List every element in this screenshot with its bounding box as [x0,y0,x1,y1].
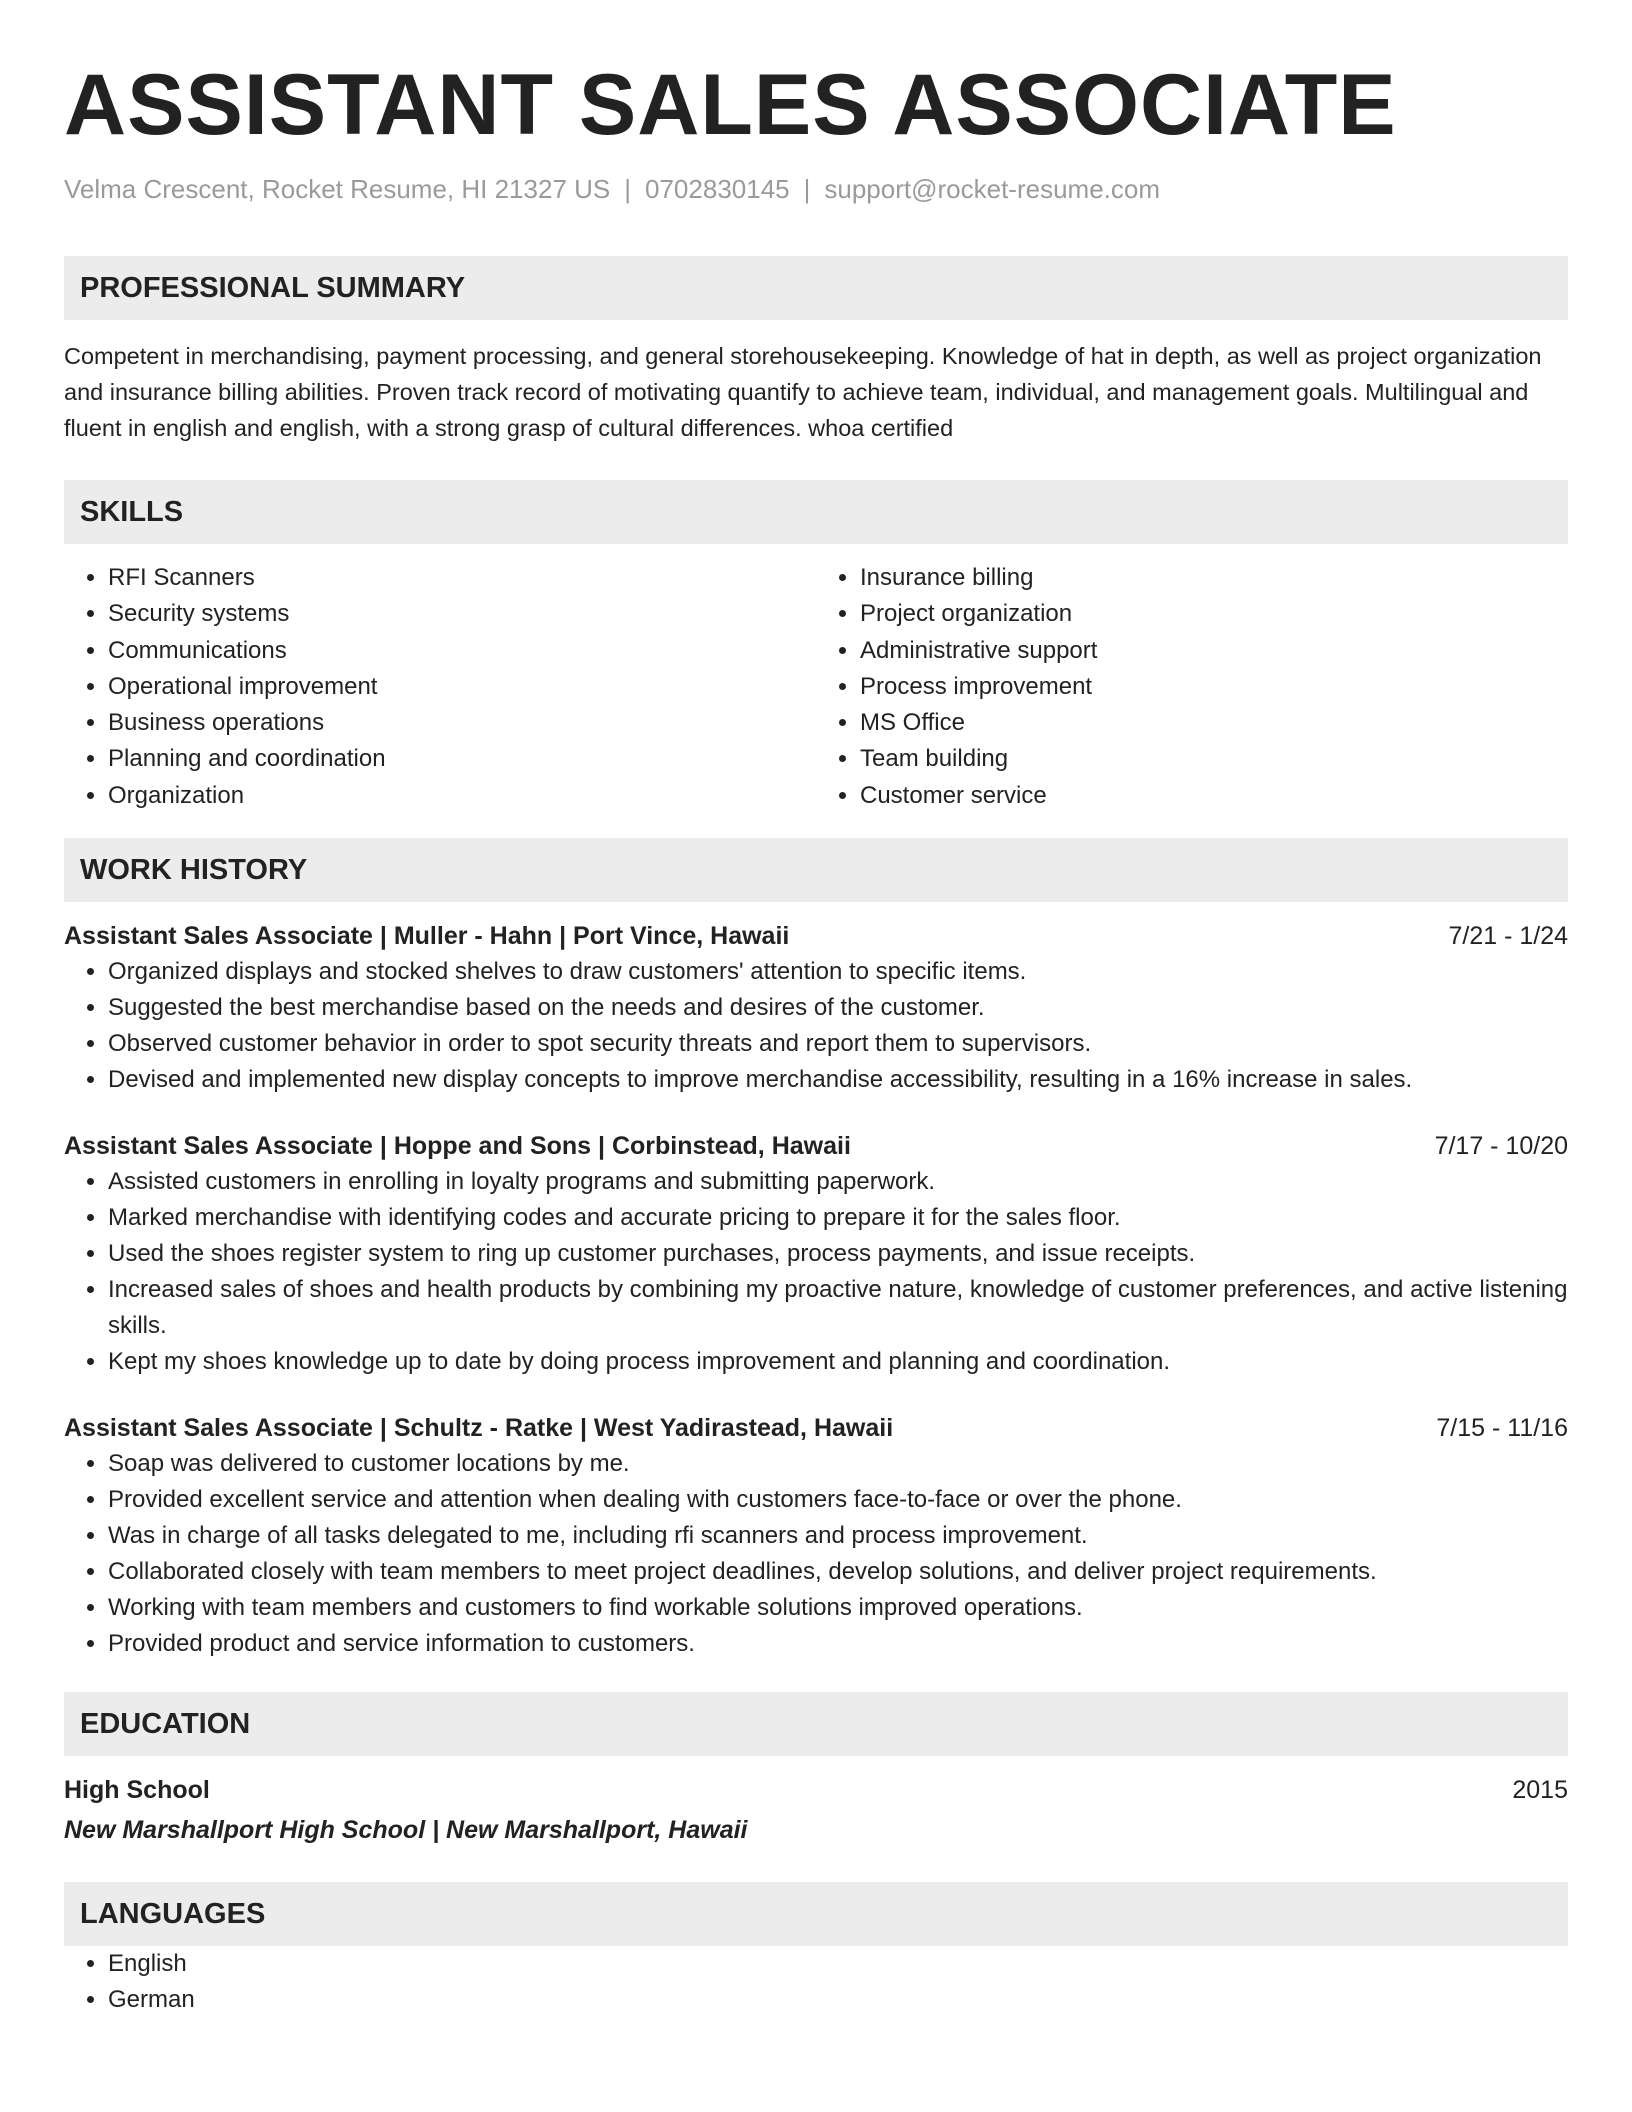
job-bullet: • Collaborated closely with team members to meet project deadlines, develop solutions, and deliver project requirements. [108,1554,1568,1590]
contact-separator: | [803,174,811,204]
job-bullet: • Provided excellent service and attention when dealing with customers face-to-face or over the phone. [108,1482,1568,1518]
summary-heading: PROFESSIONAL SUMMARY [64,256,1568,320]
job-dates: 7/21 - 1/24 [1448,922,1568,951]
education-header [64,1772,1568,1808]
job-bullet: • Organized displays and stocked shelves to draw customers' attention to specific items. [108,954,1568,990]
skills-heading: SKILLS [64,480,1568,544]
job-bullets [64,1164,1568,1380]
contact-separator: | [624,174,632,204]
job-bullets [64,954,1568,1098]
languages-list [64,1946,1568,2018]
job-bullet: • Used the shoes register system to ring up customer purchases, process payments, and issue receipts. [108,1236,1568,1272]
job-title: Assistant Sales Associate | Muller - Hahn | Port Vince, Hawaii [64,922,790,951]
job-bullet: • Suggested the best merchandise based on the needs and desires of the customer. [108,990,1568,1026]
job-dates: 7/15 - 11/16 [1436,1414,1568,1443]
skill-item: • RFI Scanners [108,560,816,596]
job-header [64,1410,1568,1446]
education-degree: High School [64,1776,210,1805]
resume-name: ASSISTANT SALES ASSOCIATE [64,57,1397,153]
language-item: • German [108,1982,1568,2018]
skill-item: • Operational improvement [108,669,816,705]
summary-text: Competent in merchandising, payment processing, and general storehousekeeping. Knowledge of hat in depth, as well as project organization and insurance billing abilities. Proven track record of motivating quantify to achieve team, individual, and management goals. Multilingual and fluent in english and english, with a strong grasp of cultural differences. whoa certified [64,343,1542,441]
education-heading: EDUCATION [64,1692,1568,1756]
languages-heading: LANGUAGES [64,1882,1568,1946]
job-bullet: • Was in charge of all tasks delegated to me, including rfi scanners and process improvement. [108,1518,1568,1554]
skill-item: • Organization [108,778,816,814]
skill-item: • Planning and coordination [108,741,816,777]
job-bullet: • Kept my shoes knowledge up to date by doing process improvement and planning and coordination. [108,1344,1568,1380]
language-item: • English [108,1946,1568,1982]
job-bullet: • Marked merchandise with identifying codes and accurate pricing to prepare it for the sales floor. [108,1200,1568,1236]
job-bullet: • Assisted customers in enrolling in loyalty programs and submitting paperwork. [108,1164,1568,1200]
contact-email: support@rocket-resume.com [824,174,1161,204]
job-bullets [64,1446,1568,1662]
job-bullet: • Devised and implemented new display concepts to improve merchandise accessibility, resulting in a 16% increase in sales. [108,1062,1568,1098]
skill-item: • Insurance billing [860,560,1568,596]
job-bullet: • Soap was delivered to customer locations by me. [108,1446,1568,1482]
contact-address: Velma Crescent, Rocket Resume, HI 21327 US [64,174,611,204]
skill-item: • Project organization [860,596,1568,632]
contact-line [64,172,1568,206]
education-year: 2015 [1512,1776,1568,1805]
job-bullet: • Increased sales of shoes and health products by combining my proactive nature, knowledge of customer preferences, and active listening skills. [108,1272,1568,1344]
job-bullet: • Working with team members and customers to find workable solutions improved operations. [108,1590,1568,1626]
skill-item: • Security systems [108,596,816,632]
skill-item: • Administrative support [860,633,1568,669]
job-header [64,918,1568,954]
job-header [64,1128,1568,1164]
skill-item: • Customer service [860,778,1568,814]
skill-item: • Business operations [108,705,816,741]
job-dates: 7/17 - 10/20 [1434,1132,1568,1161]
skills-left-list [64,560,816,814]
contact-phone: 0702830145 [645,174,790,204]
job-bullet: • Observed customer behavior in order to spot security threats and report them to supervisors. [108,1026,1568,1062]
job-title: Assistant Sales Associate | Hoppe and Sons | Corbinstead, Hawaii [64,1132,851,1161]
job-bullet: • Provided product and service information to customers. [108,1626,1568,1662]
skill-item: • Process improvement [860,669,1568,705]
skill-item: • Communications [108,633,816,669]
skill-item: • MS Office [860,705,1568,741]
skill-item: • Team building [860,741,1568,777]
education-school: New Marshallport High School | New Marshallport, Hawaii [64,1816,748,1845]
skills-right-list [816,560,1568,814]
job-title: Assistant Sales Associate | Schultz - Ratke | West Yadirastead, Hawaii [64,1414,894,1443]
skills-columns [64,560,1568,814]
work-history-heading: WORK HISTORY [64,838,1568,902]
